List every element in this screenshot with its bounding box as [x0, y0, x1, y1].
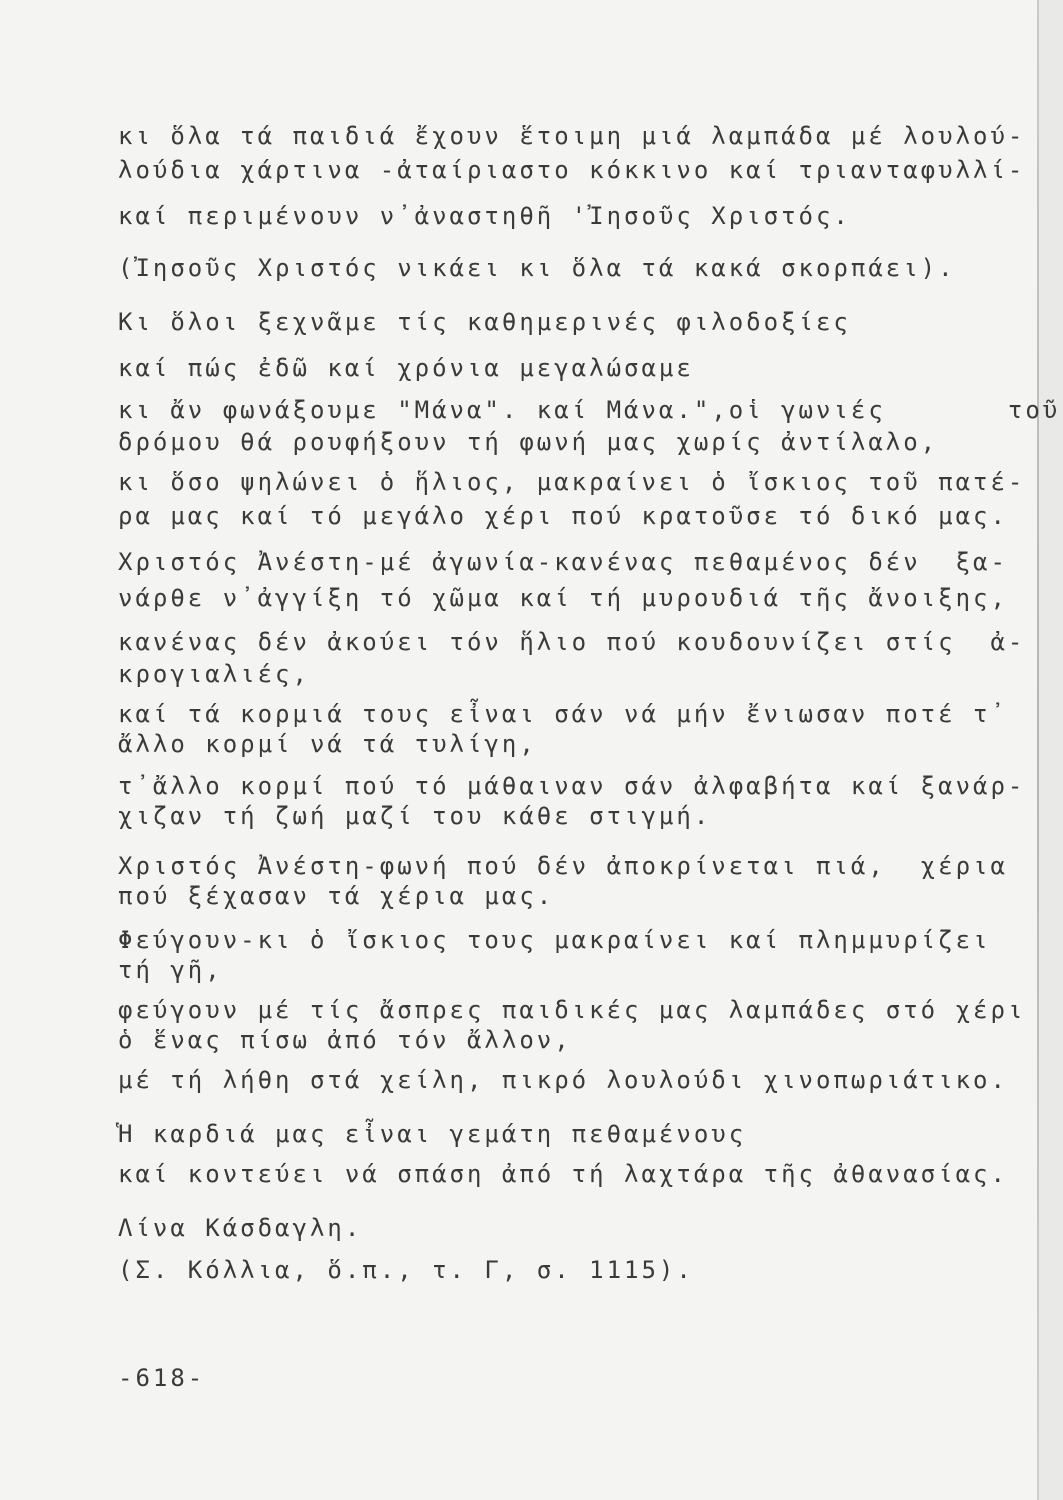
text-line: ρα μας καί τό μεγάλο χέρι πού κρατοῦσε τό δικό μας. — [118, 502, 1008, 530]
text-line: τ᾿ἄλλο κορμί πού τό μάθαιναν σάν ἀλφαβήτα καί ξανάρ- — [118, 772, 1026, 800]
citation-line: (Σ. Κόλλια, ὅ.π., τ. Γ, σ. 1115). — [118, 1256, 694, 1284]
page-number: -618- — [118, 1364, 206, 1392]
text-line: καί κοντεύει νά σπάση ἀπό τή λαχτάρα τῆς ἀθανασίας. — [118, 1160, 1008, 1188]
text-line: τή γῆ, — [118, 956, 223, 984]
text-line: κι ὅλα τά παιδιά ἔχουν ἕτοιμη μιά λαμπάδα μέ λουλού- — [118, 122, 1026, 150]
text-line: πού ξέχασαν τά χέρια μας. — [118, 882, 555, 910]
text-line: Ἡ καρδιά μας εἶναι γεμάτη πεθαμένους — [118, 1120, 747, 1148]
text-line: κι ἄν φωνάξουμε "Μάνα". καί Μάνα.",οἱ γωνιές τοῦ — [118, 396, 1061, 424]
text-line: καί περιμένουν ν᾿ἀναστηθῆ 'Ἰησοῦς Χριστός. — [118, 202, 851, 230]
author-line: Λίνα Κάσδαγλη. — [118, 1214, 363, 1242]
text-line: φεύγουν μέ τίς ἄσπρες παιδικές μας λαμπάδες στό χέρι — [118, 996, 1026, 1024]
text-line: ὁ ἕνας πίσω ἀπό τόν ἄλλον, — [118, 1026, 572, 1054]
text-line: Κι ὅλοι ξεχνᾶμε τίς καθημερινές φιλοδοξίες — [118, 308, 851, 336]
text-line: ἄλλο κορμί νά τά τυλίγη, — [118, 730, 537, 758]
text-line: καί πώς ἐδῶ καί χρόνια μεγαλώσαμε — [118, 354, 694, 382]
text-line: μέ τή λήθη στά χείλη, πικρό λουλούδι χινοπωριάτικο. — [118, 1066, 1008, 1094]
text-line: δρόμου θά ρουφήξουν τή φωνή μας χωρίς ἀντίλαλο, — [118, 428, 939, 456]
text-line: Φεύγουν-κι ὁ ἴσκιος τους μακραίνει καί πλημμυρίζει — [118, 926, 991, 954]
text-line: καί τά κορμιά τους εἶναι σάν νά μήν ἔνιωσαν ποτέ τ᾿ — [118, 700, 1008, 728]
text-line: νάρθε ν᾿ἀγγίξη τό χῶμα καί τή μυρουδιά τῆς ἄνοιξης, — [118, 584, 1008, 612]
text-line: λούδια χάρτινα -ἀταίριαστο κόκκινο καί τριανταφυλλί- — [118, 156, 1026, 184]
text-line: (Ἰησοῦς Χριστός νικάει κι ὅλα τά κακά σκορπάει). — [118, 254, 956, 282]
page-edge-shade — [1039, 0, 1063, 1500]
text-line: χιζαν τή ζωή μαζί του κάθε στιγμή. — [118, 802, 712, 830]
text-line: Χριστός Ἀνέστη-φωνή πού δέν ἀποκρίνεται πιά, χέρια — [118, 852, 1008, 880]
text-line: κι ὅσο ψηλώνει ὁ ἥλιος, μακραίνει ὁ ἴσκιος τοῦ πατέ- — [118, 468, 1026, 496]
text-line: κρογιαλιές, — [118, 660, 310, 688]
text-line: Χριστός Ἀνέστη-μέ ἀγωνία-κανένας πεθαμένος δέν ξα- — [118, 548, 1008, 576]
page-fold-line — [1037, 0, 1039, 1500]
text-line: κανένας δέν ἀκούει τόν ἥλιο πού κουδουνίζει στίς ἀ- — [118, 628, 1026, 656]
